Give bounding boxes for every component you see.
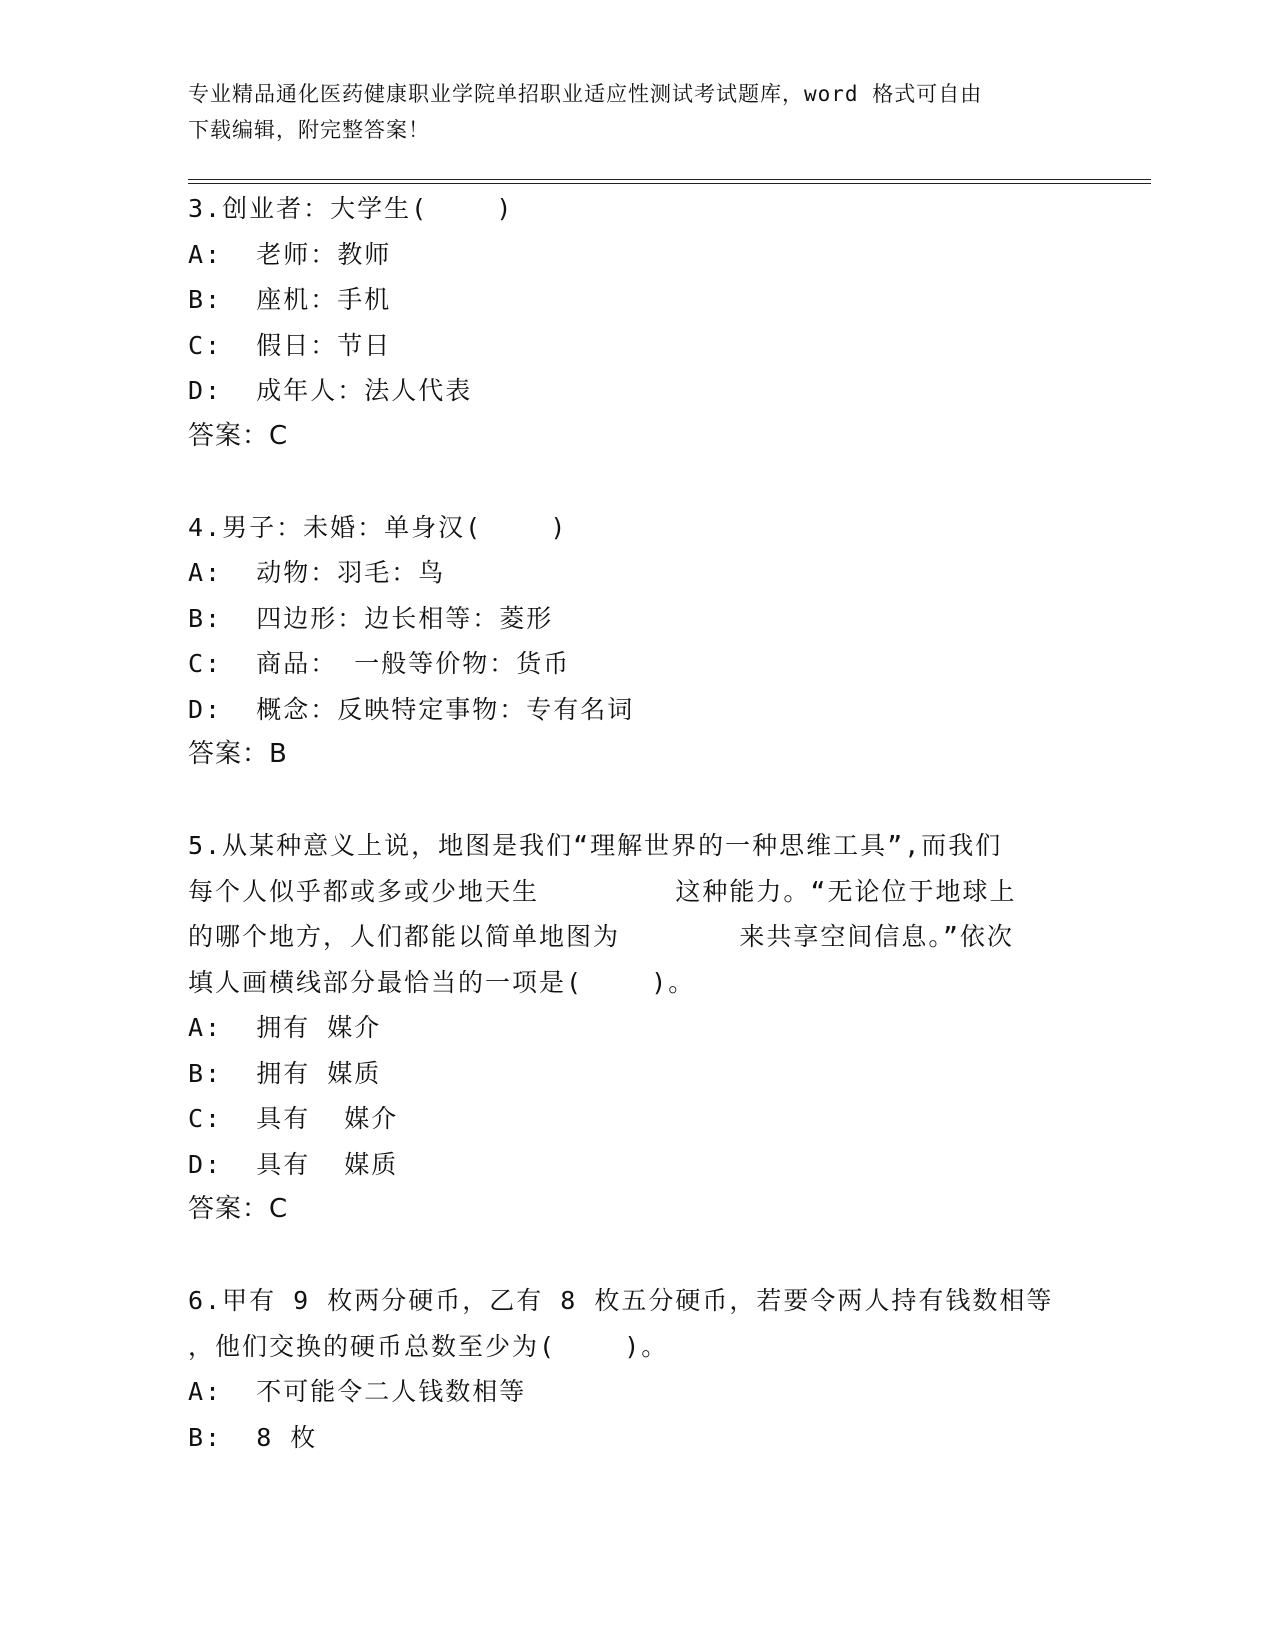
answer-line: 答案：B: [188, 739, 288, 769]
spacer: [188, 1233, 1088, 1279]
question-stem-line-4: 填人画横线部分最恰当的一项是( )。: [188, 967, 696, 997]
question-3: [188, 186, 1088, 459]
question-6: [188, 1278, 1088, 1460]
question-stem: 4.男子：未婚：单身汉( ): [188, 512, 568, 542]
question-stem-line-1: 6.甲有 9 枚两分硬币，乙有 8 枚五分硬币，若要令两人持有钱数相等: [188, 1286, 1054, 1315]
answer-line: 答案：C: [188, 1194, 289, 1224]
question-stem: 3.创业者：大学生( ): [188, 194, 514, 223]
option-a: A: 动物：羽毛：鸟: [188, 558, 446, 587]
option-b: B: 四边形：边长相等：菱形: [188, 603, 554, 633]
answer-line: 答案：C: [188, 420, 289, 451]
option-b: B: 拥有 媒质: [188, 1058, 382, 1088]
spacer: [188, 778, 1088, 824]
question-stem-line-3: 的哪个地方，人们都能以简单地图为 来共享空间信息。”依次: [188, 922, 1014, 951]
spacer: [188, 459, 1088, 505]
header-divider-bottom: [188, 183, 1151, 184]
option-d: D: 概念：反映特定事物：专有名词: [188, 694, 635, 724]
question-5: [188, 823, 1088, 1233]
option-c: C: 具有 媒介: [188, 1104, 399, 1133]
option-d: D: 具有 媒质: [188, 1149, 399, 1179]
question-4: [188, 505, 1088, 778]
document-header: [188, 76, 1088, 148]
question-stem-line-2: ，他们交换的硬币总数至少为( )。: [188, 1331, 669, 1361]
option-a: A: 不可能令二人钱数相等: [188, 1377, 527, 1406]
header-line-2: 下载编辑，附完整答案！: [188, 118, 430, 142]
option-a: A: 老师：教师: [188, 239, 392, 269]
option-c: C: 商品： 一般等价物：货币: [188, 649, 571, 678]
option-b: B: 座机：手机: [188, 285, 392, 314]
option-a: A: 拥有 媒介: [188, 1013, 382, 1042]
header-divider-top: [188, 179, 1151, 180]
question-stem-line-2: 每个人似乎都或多或少地天生 这种能力。“无论位于地球上: [188, 876, 1017, 906]
question-list: [188, 186, 1088, 1460]
option-c: C: 假日：节日: [188, 330, 392, 360]
header-line-1: 专业精品通化医药健康职业学院单招职业适应性测试考试题库，word 格式可自由: [188, 82, 983, 106]
option-d: D: 成年人：法人代表: [188, 376, 473, 405]
question-stem-line-1: 5.从某种意义上说，地图是我们“理解世界的一种思维工具”,而我们: [188, 831, 1003, 860]
option-b: B: 8 枚: [188, 1422, 318, 1452]
